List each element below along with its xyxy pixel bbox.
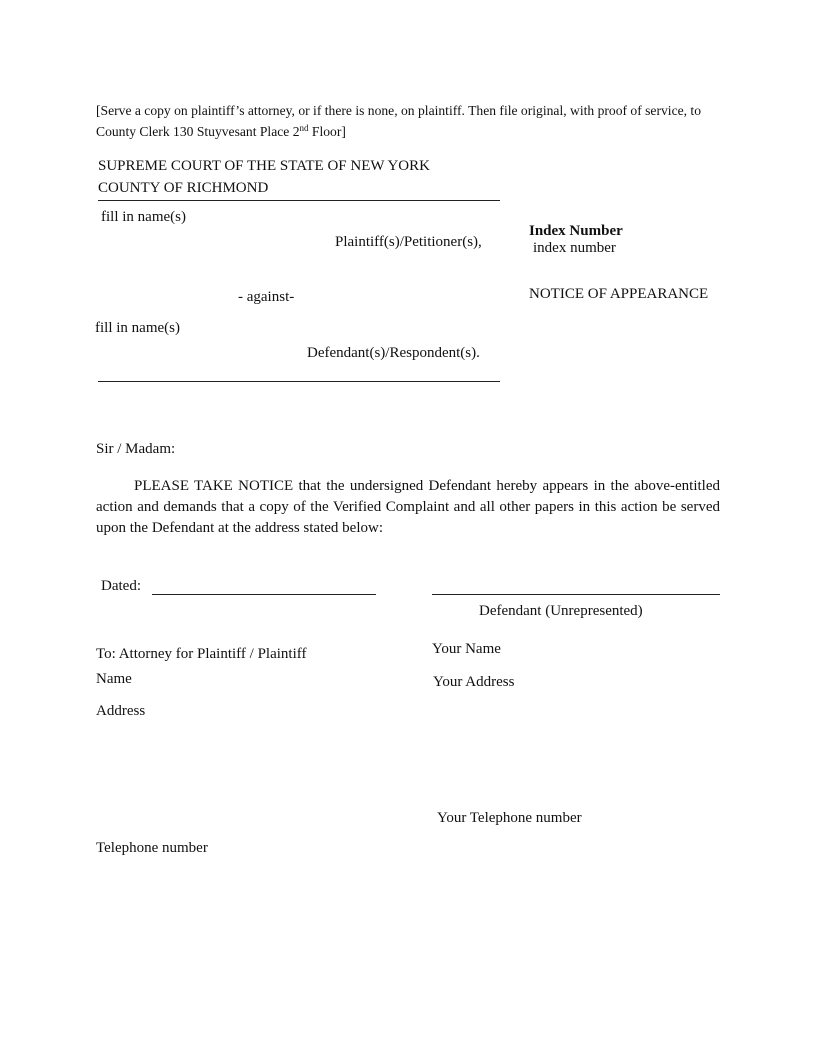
caption-top-rule <box>98 200 500 201</box>
index-number-label: Index Number <box>529 223 623 239</box>
caption-bottom-rule <box>98 381 500 382</box>
attorney-telephone-field[interactable]: Telephone number <box>96 840 208 856</box>
plaintiff-role-label: Plaintiff(s)/Petitioner(s), <box>335 234 482 250</box>
index-number-field[interactable]: index number <box>533 240 616 256</box>
filing-instructions-text: [Serve a copy on plaintiff’s attorney, or if there is none, on plaintiff. Then file original, with proof of service, to County Clerk 130 Stuyvesant Place 2 <box>96 103 702 139</box>
filing-instructions-end: Floor] <box>308 124 346 139</box>
defendant-name-field[interactable]: fill in name(s) <box>95 320 180 336</box>
defendant-your-address-field[interactable]: Your Address <box>433 674 515 690</box>
signature-line[interactable] <box>432 594 720 595</box>
floor-ordinal-superscript: nd <box>299 123 309 133</box>
date-line[interactable] <box>152 594 376 595</box>
notice-body <box>96 476 720 539</box>
defendant-your-name-field[interactable]: Your Name <box>432 641 501 657</box>
court-name: SUPREME COURT OF THE STATE OF NEW YORK <box>98 158 430 174</box>
defendant-your-telephone-field[interactable]: Your Telephone number <box>437 810 582 826</box>
attorney-name-field[interactable]: Name <box>96 671 132 687</box>
filing-instructions <box>96 100 721 142</box>
to-heading: To: Attorney for Plaintiff / Plaintiff <box>96 646 307 662</box>
signer-label: Defendant (Unrepresented) <box>479 603 643 619</box>
document-title: NOTICE OF APPEARANCE <box>529 286 709 302</box>
notice-body-text: PLEASE TAKE NOTICE that the undersigned Defendant hereby appears in the above-entitled action and demands that a copy of the Verified Complaint and all other papers in this action be served upon the Defendant at the address stated below: <box>96 478 720 536</box>
county-name: COUNTY OF RICHMOND <box>98 180 269 196</box>
defendant-role-label: Defendant(s)/Respondent(s). <box>307 345 480 361</box>
dated-label: Dated: <box>101 578 141 594</box>
against-label: - against- <box>238 289 295 305</box>
plaintiff-name-field[interactable]: fill in name(s) <box>101 209 186 225</box>
salutation: Sir / Madam: <box>96 441 176 457</box>
attorney-address-field[interactable]: Address <box>96 703 146 719</box>
